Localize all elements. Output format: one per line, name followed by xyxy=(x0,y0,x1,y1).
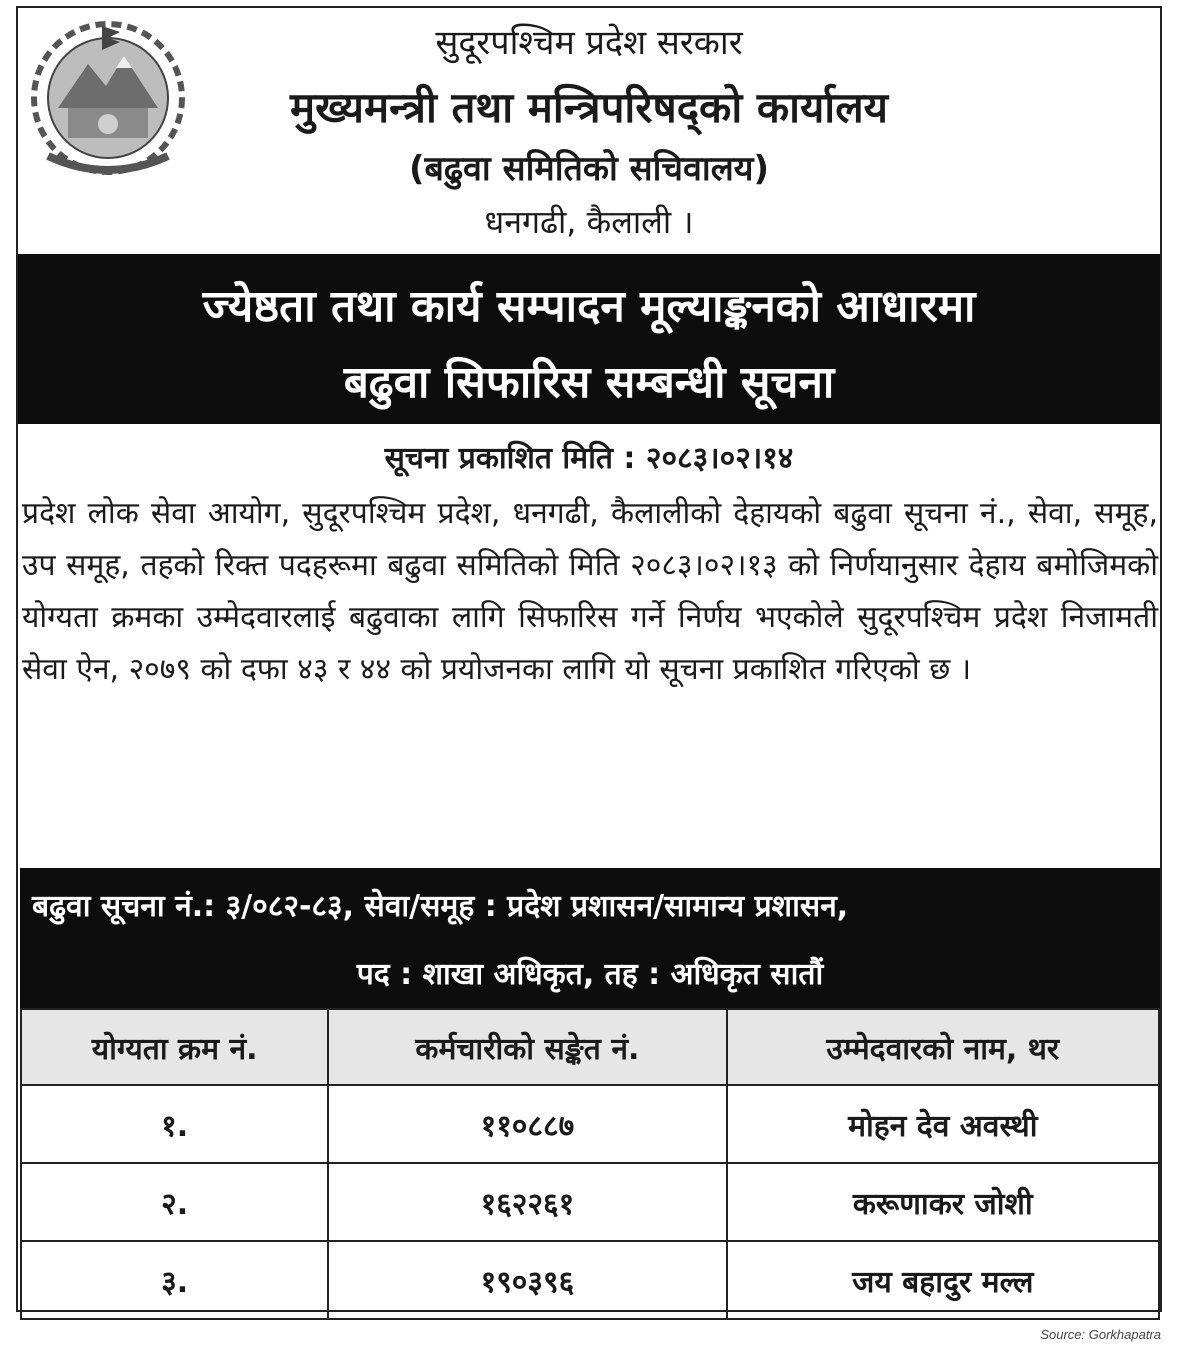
table-header-row xyxy=(21,1009,1159,1085)
notice-title-line1: ज्येष्ठता तथा कार्य सम्पादन मूल्याङ्कनको आधारमा xyxy=(202,281,976,332)
cell-rank: १. xyxy=(21,1085,328,1163)
notice-header xyxy=(18,8,1160,254)
table-heading-line2: पद : शाखा अधिकृत, तह : अधिकृत सातौं xyxy=(356,957,824,992)
column-header-name: उम्मेदवारको नाम, थर xyxy=(727,1009,1159,1085)
table-row xyxy=(21,1241,1159,1319)
source-credit: Source: Gorkhapatra xyxy=(1040,1327,1161,1342)
cell-rank: २. xyxy=(21,1163,328,1241)
cell-code: ११०८८७ xyxy=(328,1085,726,1163)
promotion-table xyxy=(20,1008,1160,1320)
table-heading-line1: बढुवा सूचना नं.: ३/०८२-८३, सेवा/समूह : प्रदेश प्रशासन/सामान्य प्रशासन, xyxy=(32,889,849,924)
cell-name: मोहन देव अवस्थी xyxy=(727,1085,1159,1163)
promotion-table-section xyxy=(20,868,1160,1308)
office-location: धनगढी, कैलाली । xyxy=(484,203,694,241)
govt-name: सुदूरपश्चिम प्रदेश सरकार xyxy=(435,23,743,63)
cell-name: करूणाकर जोशी xyxy=(727,1163,1159,1241)
notice-body-text: प्रदेश लोक सेवा आयोग, सुदूरपश्चिम प्रदेश, धनगढी, कैलालीको देहायको बढुवा सूचना नं., सेवा, समूह, उप समूह, तहको रिक्त पदहरूमा बढुवा समितिको मिति २०८३।०२।१३ को निर्णयानुसार देहाय बमोजिमको योग्यता क्रमका उम्मेदवारलाई बढुवाका लागि सिफारिस गर्ने निर्णय भएकोले सुदूरपश्चिम प्रदेश निजामती सेवा ऐन, २०७९ को दफा ४३ र ४४ को प्रयोजनका लागि यो सूचना प्रकाशित गरिएको छ । xyxy=(22,496,1158,687)
cell-rank: ३. xyxy=(21,1241,328,1319)
notice-title-banner xyxy=(18,254,1160,424)
notice-title-line2: बढुवा सिफारिस सम्बन्धी सूचना xyxy=(343,357,835,408)
office-name: मुख्यमन्त्री तथा मन्त्रिपरिषद्को कार्यालय xyxy=(289,83,889,132)
table-heading xyxy=(20,868,1160,1008)
publish-date: सूचना प्रकाशित मिति : २०८३।०२।१४ xyxy=(384,441,794,476)
table-row xyxy=(21,1163,1159,1241)
column-header-rank: योग्यता क्रम नं. xyxy=(21,1009,328,1085)
cell-code: १९०३९६ xyxy=(328,1241,726,1319)
cell-name: जय बहादुर मल्ल xyxy=(727,1241,1159,1319)
column-header-code: कर्मचारीको सङ्केत नं. xyxy=(328,1009,726,1085)
cell-code: १६२२६१ xyxy=(328,1163,726,1241)
table-row xyxy=(21,1085,1159,1163)
notice-frame xyxy=(16,6,1162,1312)
secretariat-name: (बढुवा समितिको सचिवालय) xyxy=(408,149,770,189)
